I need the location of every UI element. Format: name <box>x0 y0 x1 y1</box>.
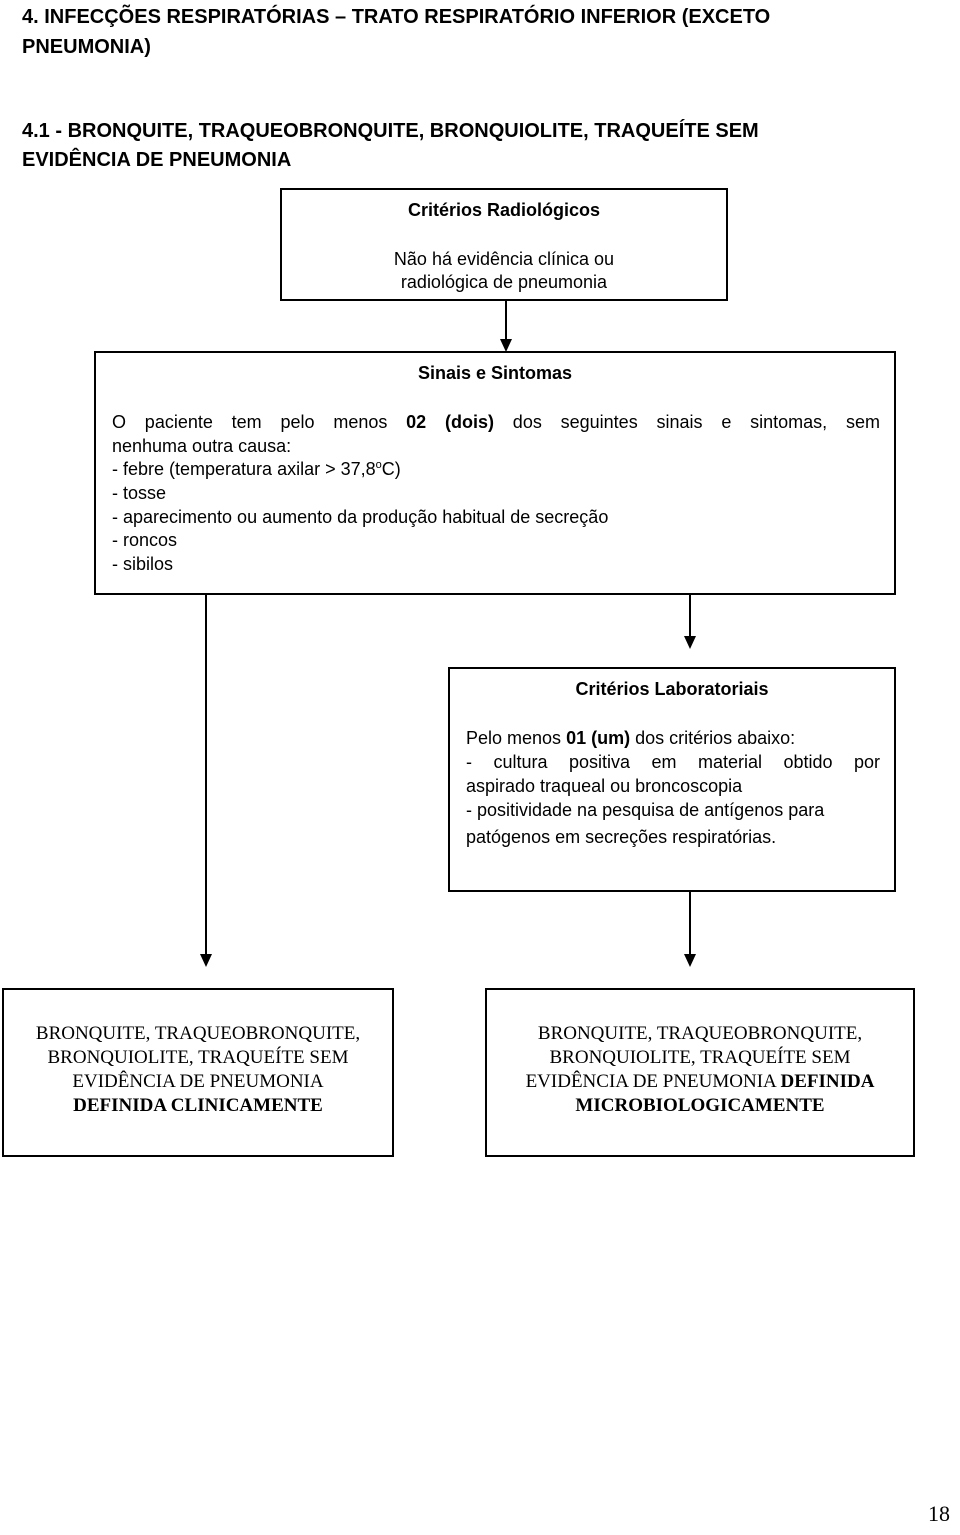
lab-item-antigen-line1: - positividade na pesquisa de antígenos para <box>466 800 825 820</box>
section-title-line2: PNEUMONIA) <box>22 36 151 58</box>
symptom-item-cough: - tosse <box>112 483 167 503</box>
outcome-clinical-definition: DEFINIDA CLINICAMENTE <box>73 1095 323 1116</box>
subsection-title-line2: EVIDÊNCIA DE PNEUMONIA <box>22 149 292 171</box>
arrowhead-down-icon <box>200 954 212 967</box>
signs-symptoms-heading: Sinais e Sintomas <box>417 363 573 383</box>
symptom-item-fever <box>112 457 401 481</box>
page-number: 18 <box>928 1501 950 1526</box>
symptom-item-sibilos: - sibilos <box>112 554 174 574</box>
section-title-line1: 4. INFECÇÕES RESPIRATÓRIAS – TRATO RESPIRATÓRIO INFERIOR (EXCETO <box>22 6 771 28</box>
signs-symptoms-intro <box>112 410 880 434</box>
fever-text: - febre (temperatura axilar > 37,8 <box>112 459 376 479</box>
radiological-criteria-box <box>280 188 728 301</box>
outcome-clinical-box <box>2 988 394 1157</box>
signs-symptoms-intro-line2: nenhuma outra causa: <box>112 436 292 456</box>
arrowhead-down-icon <box>684 954 696 967</box>
lab-intro-bold-count: 01 (um) <box>566 728 631 748</box>
outcome-clinical-line4 <box>4 1094 392 1118</box>
outcome-clinical-line2: BRONQUIOLITE, TRAQUEÍTE SEM <box>47 1047 349 1068</box>
fever-unit: C) <box>381 459 401 479</box>
radiological-criteria-text-line2: radiológica de pneumonia <box>400 272 608 292</box>
symptom-item-roncos: - roncos <box>112 530 178 550</box>
intro-text-end: dos seguintes sinais e sintomas, sem <box>494 412 880 432</box>
subsection-title-line1: 4.1 - BRONQUITE, TRAQUEOBRONQUITE, BRONQUIOLITE, TRAQUEÍTE SEM <box>22 120 759 142</box>
outcome-micro-line3 <box>487 1070 913 1094</box>
lab-item-culture-line1: - cultura positiva em material obtido por <box>466 752 880 772</box>
laboratory-criteria-heading: Critérios Laboratoriais <box>575 679 769 699</box>
outcome-micro-line2: BRONQUIOLITE, TRAQUEÍTE SEM <box>549 1047 851 1068</box>
outcome-clinical-line1: BRONQUITE, TRAQUEOBRONQUITE, <box>35 1023 361 1044</box>
outcome-clinical-line3: EVIDÊNCIA DE PNEUMONIA <box>72 1071 324 1092</box>
signs-symptoms-box <box>94 351 896 595</box>
outcome-micro-line4 <box>487 1094 913 1118</box>
radiological-criteria-text-line1: Não há evidência clínica ou <box>393 249 615 269</box>
lab-item-antigen-line2: patógenos em secreções respiratórias. <box>466 827 777 847</box>
outcome-micro-line3-text: EVIDÊNCIA DE PNEUMONIA <box>525 1071 781 1092</box>
radiological-criteria-heading: Critérios Radiológicos <box>407 200 601 220</box>
outcome-micro-box <box>485 988 915 1157</box>
intro-text: O paciente tem pelo menos <box>112 412 407 432</box>
lab-intro-text: Pelo menos <box>466 728 567 748</box>
outcome-micro-line1: BRONQUITE, TRAQUEOBRONQUITE, <box>537 1023 863 1044</box>
arrowhead-down-icon <box>684 636 696 649</box>
outcome-micro-definition-part2: MICROBIOLOGICAMENTE <box>575 1095 825 1116</box>
laboratory-criteria-box <box>448 667 896 892</box>
laboratory-criteria-intro <box>466 726 795 750</box>
outcome-micro-definition-part1: DEFINIDA <box>780 1071 875 1092</box>
lab-intro-text-end: dos critérios abaixo: <box>630 728 796 748</box>
symptom-item-secretion: - aparecimento ou aumento da produção habitual de secreção <box>112 507 609 527</box>
intro-bold-count: 02 (dois) <box>406 412 494 432</box>
degree-symbol: o <box>375 459 382 471</box>
lab-item-culture-line2: aspirado traqueal ou broncoscopia <box>466 776 743 796</box>
